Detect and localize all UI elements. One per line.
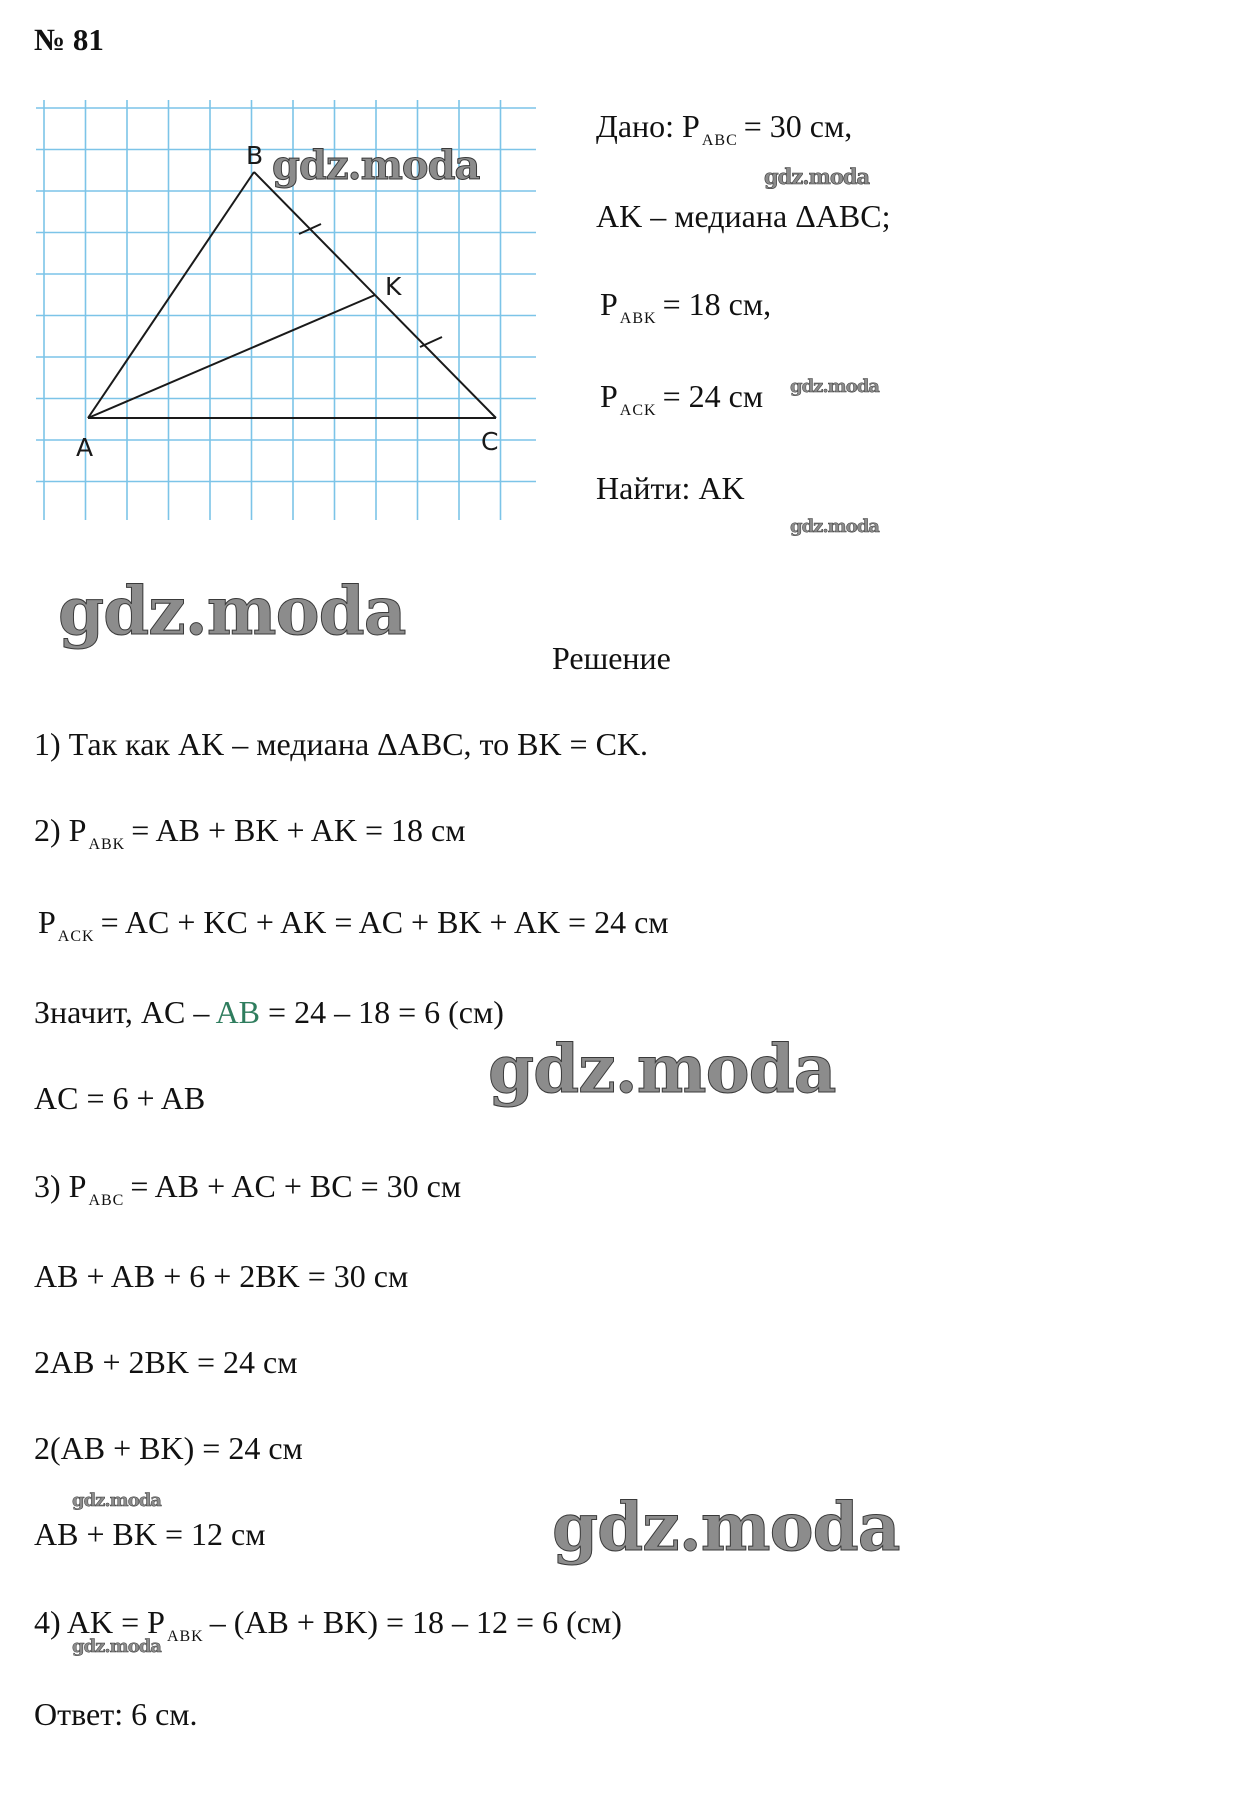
watermark: gdz.moda <box>790 376 879 397</box>
given-perimeter-abk: P $_{ABK}$ = 18 см, <box>600 286 772 327</box>
given-perimeter-abc: Дано: P $_{ABC}$ = 30 см, <box>596 108 853 149</box>
problem-number: № 81 <box>34 22 104 57</box>
step-3-line-3: 2AB + 2BK = 24 см <box>34 1344 298 1380</box>
given-perimeter-ack: P $_{ACK}$ = 24 см <box>600 378 764 419</box>
step-3-line-4: 2(AB + BK) = 24 см <box>34 1430 303 1466</box>
watermark: gdz.moda <box>58 572 406 650</box>
label-c: C <box>481 427 499 456</box>
step-2-conclusion: Значит, AC – AB = 24 – 18 = 6 (см) <box>34 994 504 1030</box>
watermark: gdz.moda <box>72 1636 161 1657</box>
watermark: gdz.moda <box>272 142 480 189</box>
step-1: 1) Так как AK – медиана ΔABC, то BK = CK. <box>34 726 649 762</box>
step-4: 4) AK = P $_{ABK}$ – (AB + BK) = 18 – 12 = 6 (см) <box>34 1604 622 1645</box>
step-2-ac: AC = 6 + AB <box>34 1080 206 1116</box>
watermark: gdz.moda <box>764 164 870 189</box>
answer: Ответ: 6 см. <box>34 1696 198 1732</box>
tick-kc <box>420 337 442 347</box>
step-2: 2) P $_{ABK}$ = AB + BK + AK = 18 см <box>34 812 466 853</box>
label-b: B <box>246 141 264 170</box>
label-k: K <box>385 272 402 301</box>
step-3-line-5: AB + BK = 12 см <box>34 1516 266 1552</box>
side-ab <box>88 172 254 418</box>
step-3-line-2: AB + AB + 6 + 2BK = 30 см <box>34 1258 409 1294</box>
watermark: gdz.moda <box>72 1490 161 1511</box>
find-statement: Найти: AK <box>596 470 745 506</box>
label-a: A <box>76 433 94 462</box>
step-2-ack: P $_{ACK}$ = AC + KC + AK = AC + BK + AK = 24 см <box>38 904 669 945</box>
solution-heading: Решение <box>552 640 671 676</box>
watermark: gdz.moda <box>552 1488 900 1566</box>
watermark: gdz.moda <box>790 516 879 537</box>
given-median: AK – медиана ΔABC; <box>596 198 891 234</box>
step-3: 3) P $_{ABC}$ = AB + AC + BC = 30 см <box>34 1168 462 1209</box>
triangle <box>88 172 496 418</box>
watermark: gdz.moda <box>488 1030 836 1108</box>
